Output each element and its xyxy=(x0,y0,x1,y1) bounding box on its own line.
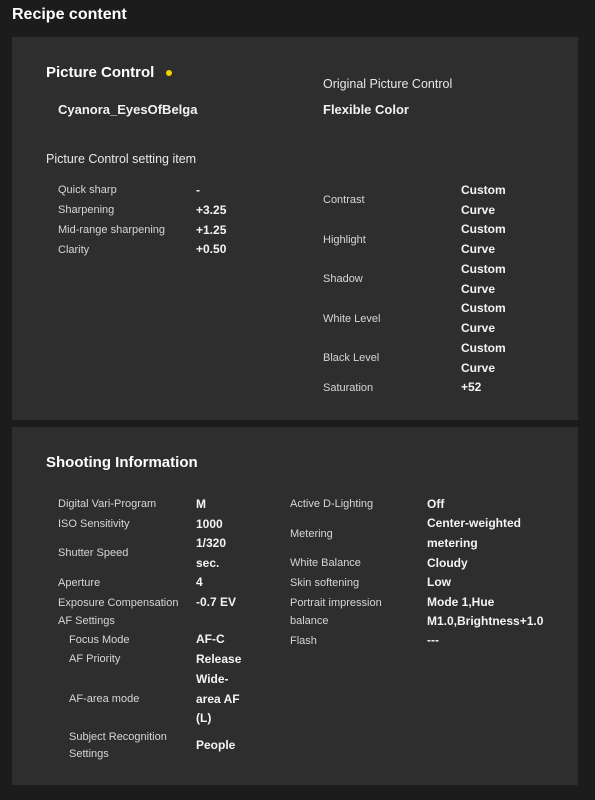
active-d-lighting-value: Off xyxy=(427,497,445,511)
contrast-label: Contrast xyxy=(323,194,365,206)
subject-recognition-label-line2: Settings xyxy=(69,748,109,760)
skin-softening-value: Low xyxy=(427,575,451,589)
af-area-mode-value-line1: Wide- xyxy=(196,672,229,686)
af-priority-value: Release xyxy=(196,652,242,666)
digital-vari-program-label: Digital Vari-Program xyxy=(58,498,157,510)
saturation-label: Saturation xyxy=(323,382,374,394)
shutter-speed-label: Shutter Speed xyxy=(58,547,129,559)
exposure-compensation-label: Exposure Compensation xyxy=(58,597,179,609)
flash-value: --- xyxy=(427,633,439,647)
original-picture-control-title: Original Picture Control xyxy=(323,77,453,91)
contrast-value-line1: Custom xyxy=(461,183,506,197)
black-level-value-line1: Custom xyxy=(461,341,506,355)
aperture-value: 4 xyxy=(196,575,203,589)
portrait-impression-value-line1: Mode 1,Hue xyxy=(427,595,495,609)
contrast-value-line2: Curve xyxy=(461,203,496,217)
shutter-speed-value-line2: sec. xyxy=(196,556,220,570)
status-dot-icon xyxy=(166,70,172,76)
subject-recognition-value: People xyxy=(196,738,236,752)
af-area-mode-value-line2: area AF xyxy=(196,692,240,706)
black-level-label: Black Level xyxy=(323,352,380,364)
white-level-label: White Level xyxy=(323,313,381,325)
white-level-value-line2: Curve xyxy=(461,321,496,335)
iso-sensitivity-value: 1000 xyxy=(196,517,223,531)
active-d-lighting-label: Active D-Lighting xyxy=(290,498,374,510)
metering-value-line1: Center-weighted xyxy=(427,516,522,530)
mid-range-sharpening-value: +1.25 xyxy=(196,223,227,237)
white-level-value-line1: Custom xyxy=(461,301,506,315)
recipe-content-panel xyxy=(12,37,578,420)
portrait-impression-value-line2: M1.0,Brightness+1.0 xyxy=(427,614,544,628)
af-area-mode-label: AF-area mode xyxy=(69,693,140,705)
highlight-value-line1: Custom xyxy=(461,222,506,236)
skin-softening-label: Skin softening xyxy=(290,577,360,589)
page-title: Recipe content xyxy=(12,6,127,23)
black-level-value-line2: Curve xyxy=(461,361,496,375)
iso-sensitivity-label: ISO Sensitivity xyxy=(58,518,130,530)
white-balance-label: White Balance xyxy=(290,557,361,569)
setting-item-title: Picture Control setting item xyxy=(46,152,197,166)
shadow-value-line1: Custom xyxy=(461,262,506,276)
exposure-compensation-value: -0.7 EV xyxy=(196,595,237,609)
saturation-value: +52 xyxy=(461,380,482,394)
portrait-impression-label-line2: balance xyxy=(290,615,329,627)
shooting-information-title: Shooting Information xyxy=(46,454,198,471)
sharpening-label: Sharpening xyxy=(58,204,115,216)
white-balance-value: Cloudy xyxy=(427,556,468,570)
af-settings-label: AF Settings xyxy=(58,615,115,627)
shadow-value-line2: Curve xyxy=(461,282,496,296)
subject-recognition-label-line1: Subject Recognition xyxy=(69,731,167,743)
sharpening-value: +3.25 xyxy=(196,203,227,217)
original-picture-control-name: Flexible Color xyxy=(323,102,409,117)
metering-value-line2: metering xyxy=(427,536,478,550)
mid-range-sharpening-label: Mid-range sharpening xyxy=(58,224,166,236)
clarity-value: +0.50 xyxy=(196,242,227,256)
picture-control-title: Picture Control xyxy=(46,64,155,81)
quick-sharp-label: Quick sharp xyxy=(58,184,117,196)
flash-label: Flash xyxy=(290,635,317,647)
highlight-label: Highlight xyxy=(323,234,366,246)
af-priority-label: AF Priority xyxy=(69,653,121,665)
shadow-label: Shadow xyxy=(323,273,363,285)
focus-mode-value: AF-C xyxy=(196,632,225,646)
aperture-label: Aperture xyxy=(58,577,101,589)
shutter-speed-value-line1: 1/320 xyxy=(196,536,227,550)
focus-mode-label: Focus Mode xyxy=(69,634,130,646)
digital-vari-program-value: M xyxy=(196,497,206,511)
af-area-mode-value-line3: (L) xyxy=(196,711,212,725)
clarity-label: Clarity xyxy=(58,244,90,256)
picture-control-name: Cyanora_EyesOfBelga xyxy=(58,102,198,117)
quick-sharp-value: - xyxy=(196,183,200,197)
portrait-impression-label-line1: Portrait impression xyxy=(290,597,382,609)
shooting-information-panel xyxy=(12,427,578,785)
metering-label: Metering xyxy=(290,528,333,540)
highlight-value-line2: Curve xyxy=(461,242,496,256)
